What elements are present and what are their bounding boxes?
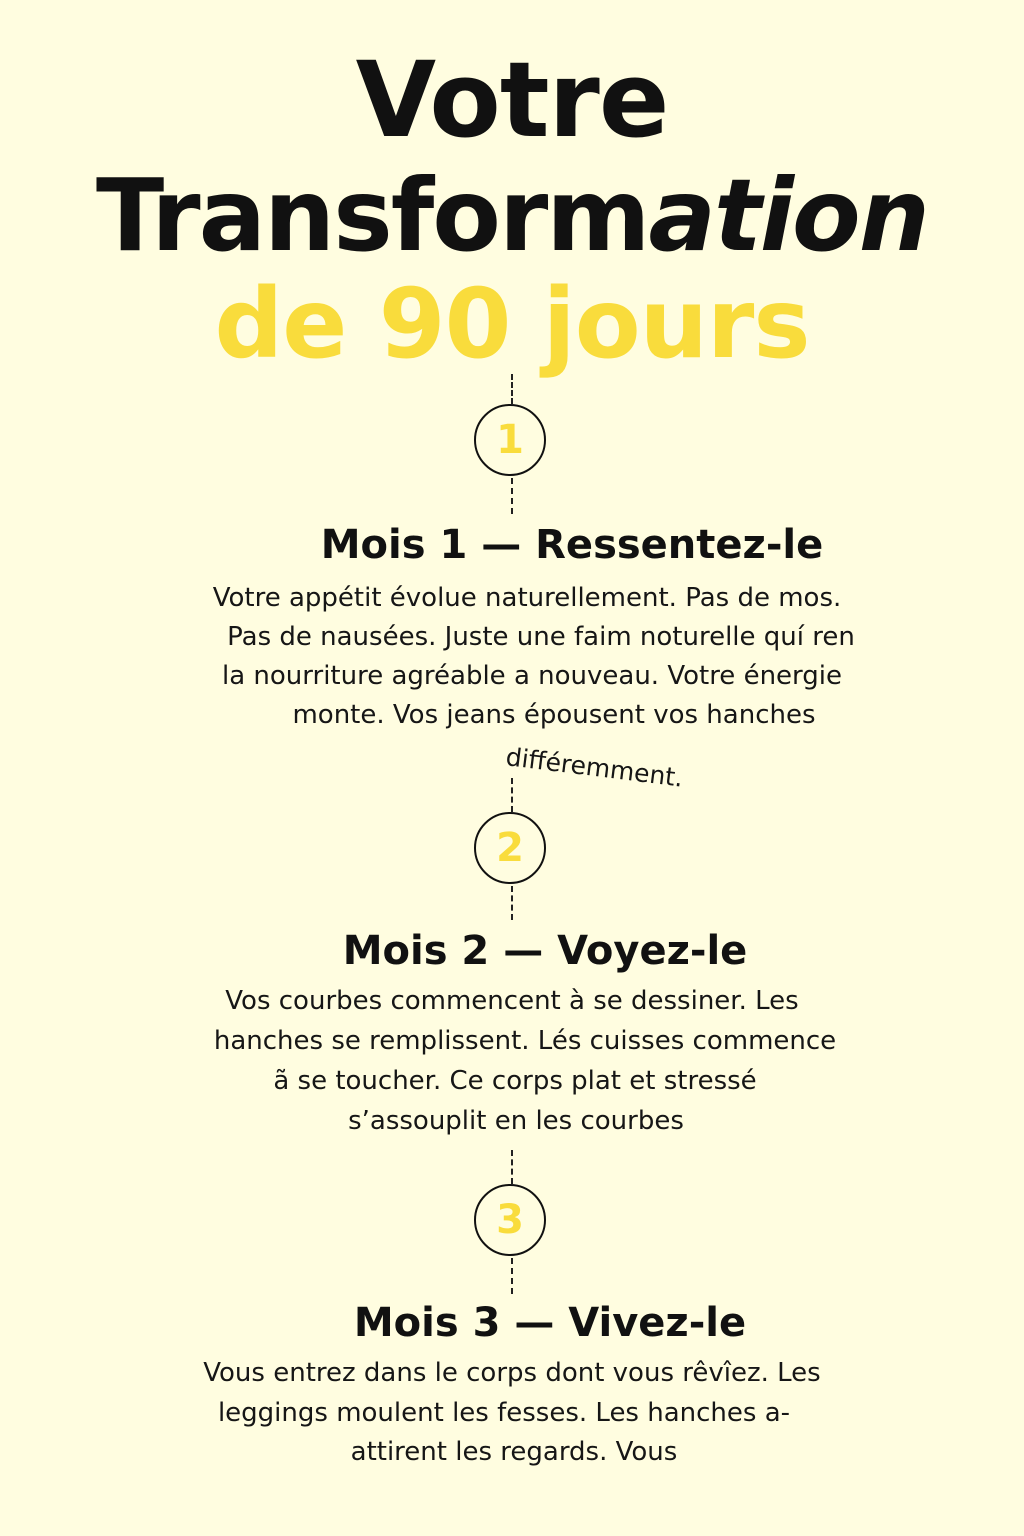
title-transformation-italic: ation [648, 157, 928, 274]
step-number-circle [474, 404, 546, 476]
month-1-heading: Mois 1 — Ressentez-le [320, 522, 824, 568]
title-line-90-days: de 90 jours [214, 268, 810, 380]
title-transformation-regular: Transform [96, 157, 649, 274]
step-number: 3 [496, 1197, 524, 1243]
timeline-connector [511, 374, 513, 404]
timeline-connector [511, 778, 513, 812]
month-2-text-line: hanches se remplissent. Lés cuisses commence [213, 1026, 837, 1056]
month-1-text-line: Pas de nausées. Juste une faim noturelle quí ren [227, 622, 855, 652]
month-2-text-line: Vos courbes commencent à se dessiner. Les [225, 986, 799, 1016]
month-2-heading: Mois 2 — Voyez-le [342, 928, 748, 974]
month-1-text-line: monte. Vos jeans épousent vos hanches [292, 700, 816, 730]
month-3-text-line: leggings moulent les fesses. Les hanches a- [217, 1398, 791, 1428]
timeline-connector [511, 1150, 513, 1184]
step-number-circle [474, 1184, 546, 1256]
title-line-votre: Votre [355, 39, 669, 161]
timeline-connector [511, 886, 513, 920]
step-number: 1 [496, 417, 524, 463]
step-number-circle [474, 812, 546, 884]
month-3-text-line: Vous entrez dans le corps dont vous rêvîez. Les [203, 1358, 821, 1388]
month-3-text-line: attirent les regards. Vous [350, 1437, 678, 1467]
month-1-text-line: la nourriture agréable a nouveau. Votre énergie [221, 661, 842, 691]
timeline-connector [511, 478, 513, 514]
month-1-text-line: Votre appétit évolue naturellement. Pas de mos. [212, 583, 842, 613]
step-number: 2 [496, 825, 524, 871]
timeline-connector [511, 1258, 513, 1294]
month-3-heading: Mois 3 — Vivez-le [353, 1300, 747, 1346]
title-line-transformation [0, 158, 1024, 274]
month-2-text-line: ã se toucher. Ce corps plat et stressé [273, 1066, 757, 1096]
month-1-text-tail: différemment. [504, 742, 685, 793]
month-2-text-line: s’assouplit en les courbes [348, 1106, 684, 1136]
